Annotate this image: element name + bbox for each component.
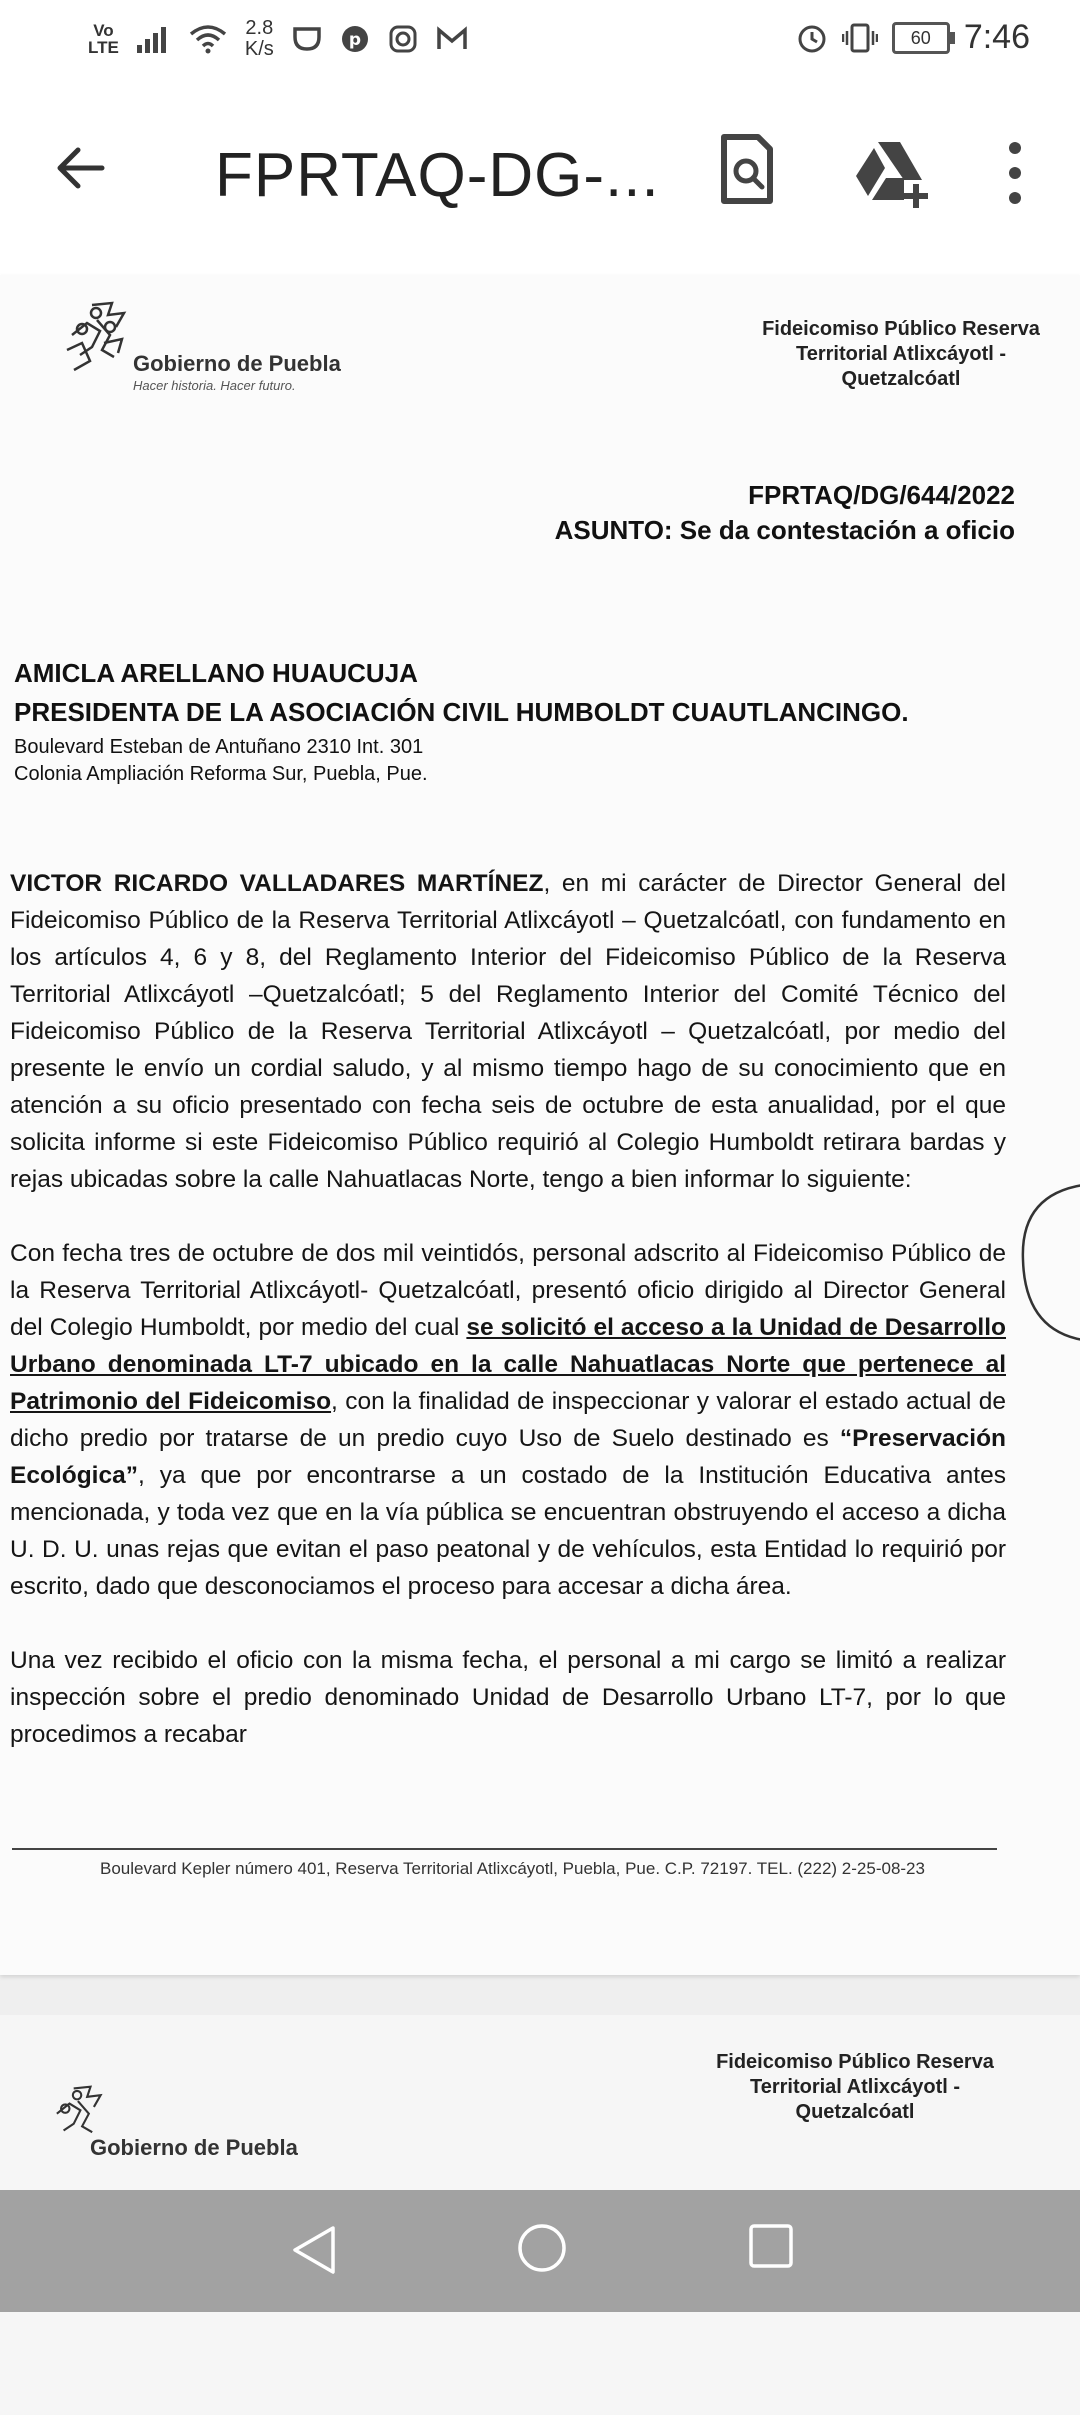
- document-page-1: [0, 275, 1080, 1975]
- document-title: FPRTAQ-DG-...: [215, 141, 660, 210]
- svg-text:p: p: [348, 30, 361, 50]
- footer-divider: [12, 1848, 997, 1850]
- net-speed: 2.8 K/s: [244, 17, 274, 60]
- status-left: [88, 18, 468, 60]
- issuer-heading: Fideicomiso Público Reserva Territorial Atlixcáyotl - Quetzalcóatl: [762, 318, 1040, 390]
- status-bar: [0, 0, 1080, 80]
- reference-number: FPRTAQ/DG/644/2022: [748, 480, 1015, 510]
- alarm-icon: [796, 22, 828, 54]
- instagram-icon: [388, 24, 418, 54]
- signatory-name: VICTOR RICARDO VALLADARES MARTÍNEZ: [10, 870, 544, 897]
- app-bar: [0, 80, 1080, 275]
- recipient-name: AMICLA ARELLANO HUAUCUJA: [14, 658, 418, 688]
- navigation-bar: [0, 2190, 1080, 2312]
- nav-back-icon[interactable]: [285, 2220, 345, 2280]
- nav-recents-icon[interactable]: [745, 2220, 797, 2272]
- subject-line: ASUNTO: Se da contestación a oficio: [554, 515, 1015, 545]
- recipient-title: PRESIDENTA DE LA ASOCIACIÓN CIVIL HUMBOLDT CUAUTLANCINGO.: [14, 697, 909, 727]
- volte-indicator: Vo LTE: [88, 21, 119, 57]
- signal-icon: [137, 25, 171, 53]
- back-arrow-icon[interactable]: [52, 138, 112, 198]
- battery-icon: 60: [892, 22, 950, 54]
- gov-name: Gobierno de Puebla: [133, 351, 341, 376]
- page-2-gov-name: Gobierno de Puebla: [90, 2135, 298, 2160]
- paragraph-2-underlined: se solicitó el acceso a la Unidad de Desarrollo Urbano denominada LT-7 ubicado en la calle Nahuatlacas Norte que pertenece al Patrimonio del Fideicomiso: [10, 1314, 1006, 1415]
- recipient-address-line-2: Colonia Ampliación Reforma Sur, Puebla, Pue.: [14, 763, 428, 785]
- cup-app-icon: [292, 25, 322, 53]
- paragraph-1-text: , en mi carácter de Director General del Fideicomiso Público de la Reserva Territorial Atlixcáyotl – Quetzalcóatl, con fundamento en los artículos 4, 6 y 8, del Reglamento Interior del Fideicomiso Público de la Reserva Territorial Atlixcáyotl –Quetzalcóatl; 5 del Reglamento Interior del Comité Técnico del Fideicomiso Público de la Reserva Territorial Atlixcáyotl – Quetzalcóatl, por medio del presente le envío un cordial saludo, y al mismo tiempo hago de su conocimiento que en atención a su oficio presentado con fecha seis de octubre de esta anualidad, por el que solicita informe si este Fideicomiso Público requirió al Colegio Humboldt retirara bardas y rejas ubicadas sobre la calle Nahuatlacas Norte, tengo a bien informar lo siguiente:: [10, 870, 1006, 1193]
- paragraph-2: [10, 1235, 1006, 1605]
- status-right: [796, 18, 1030, 57]
- more-options-icon[interactable]: [1005, 138, 1025, 208]
- gmail-icon: [436, 26, 468, 52]
- paragraph-2-land-use: “Preservación Ecológica”: [10, 1425, 1006, 1489]
- pencil-mark-decoration: [1015, 1180, 1080, 1345]
- add-to-drive-icon[interactable]: [852, 138, 932, 208]
- clock: 7:46: [963, 18, 1030, 56]
- paragraph-3: Una vez recibido el oficio con la misma fecha, el personal a mi cargo se limitó a realizar inspección sobre el predio denominado Unidad de Desarrollo Urbano LT-7, por lo que procedimos a recabar: [10, 1647, 1006, 1748]
- nav-home-icon[interactable]: [512, 2218, 572, 2278]
- paragraph-2-text-a: Con fecha tres de octubre de dos mil veintidós, personal adscrito al Fideicomiso Público de la Reserva Territorial Atlixcáyotl- Quetzalcóatl, presentó oficio dirigido al Director General del Colegio Humboldt, por medio del cual: [10, 1240, 1006, 1341]
- recipient-address-line-1: Boulevard Esteban de Antuñano 2310 Int. 301: [14, 736, 424, 758]
- paragraph-2-text-c: , con la finalidad de inspeccionar y valorar el estado actual de dicho predio por tratarse de un predio cuyo Uso de Suelo destinado es: [10, 1388, 1006, 1452]
- gov-tagline: Hacer historia. Hacer futuro.: [133, 378, 296, 393]
- paragraph-2-text-e: , ya que por encontrarse a un costado de la Institución Educativa antes mencionada, y toda vez que en la vía pública se encuentran obstruyendo el acceso a dicha U. D. U. unas rejas que evitan el paso peatonal y de vehículos, esta Entidad lo requirió por escrito, dado que desconociamos el proceso para accesar a dicha área.: [10, 1462, 1006, 1600]
- document-viewer[interactable]: [0, 275, 1080, 2190]
- page-2-issuer-heading: Fideicomiso Público Reserva Territorial Atlixcáyotl - Quetzalcóatl: [716, 2051, 994, 2123]
- pinterest-icon: [340, 24, 370, 54]
- paragraph-1: [10, 865, 1006, 1198]
- wifi-icon: [189, 24, 227, 54]
- preview-document-icon[interactable]: [718, 133, 774, 205]
- footer-address: Boulevard Kepler número 401, Reserva Territorial Atlixcáyotl, Puebla, Pue. C.P. 72197. TEL. (222) 2-25-08-23: [100, 1859, 925, 1878]
- vibrate-icon: [842, 22, 878, 54]
